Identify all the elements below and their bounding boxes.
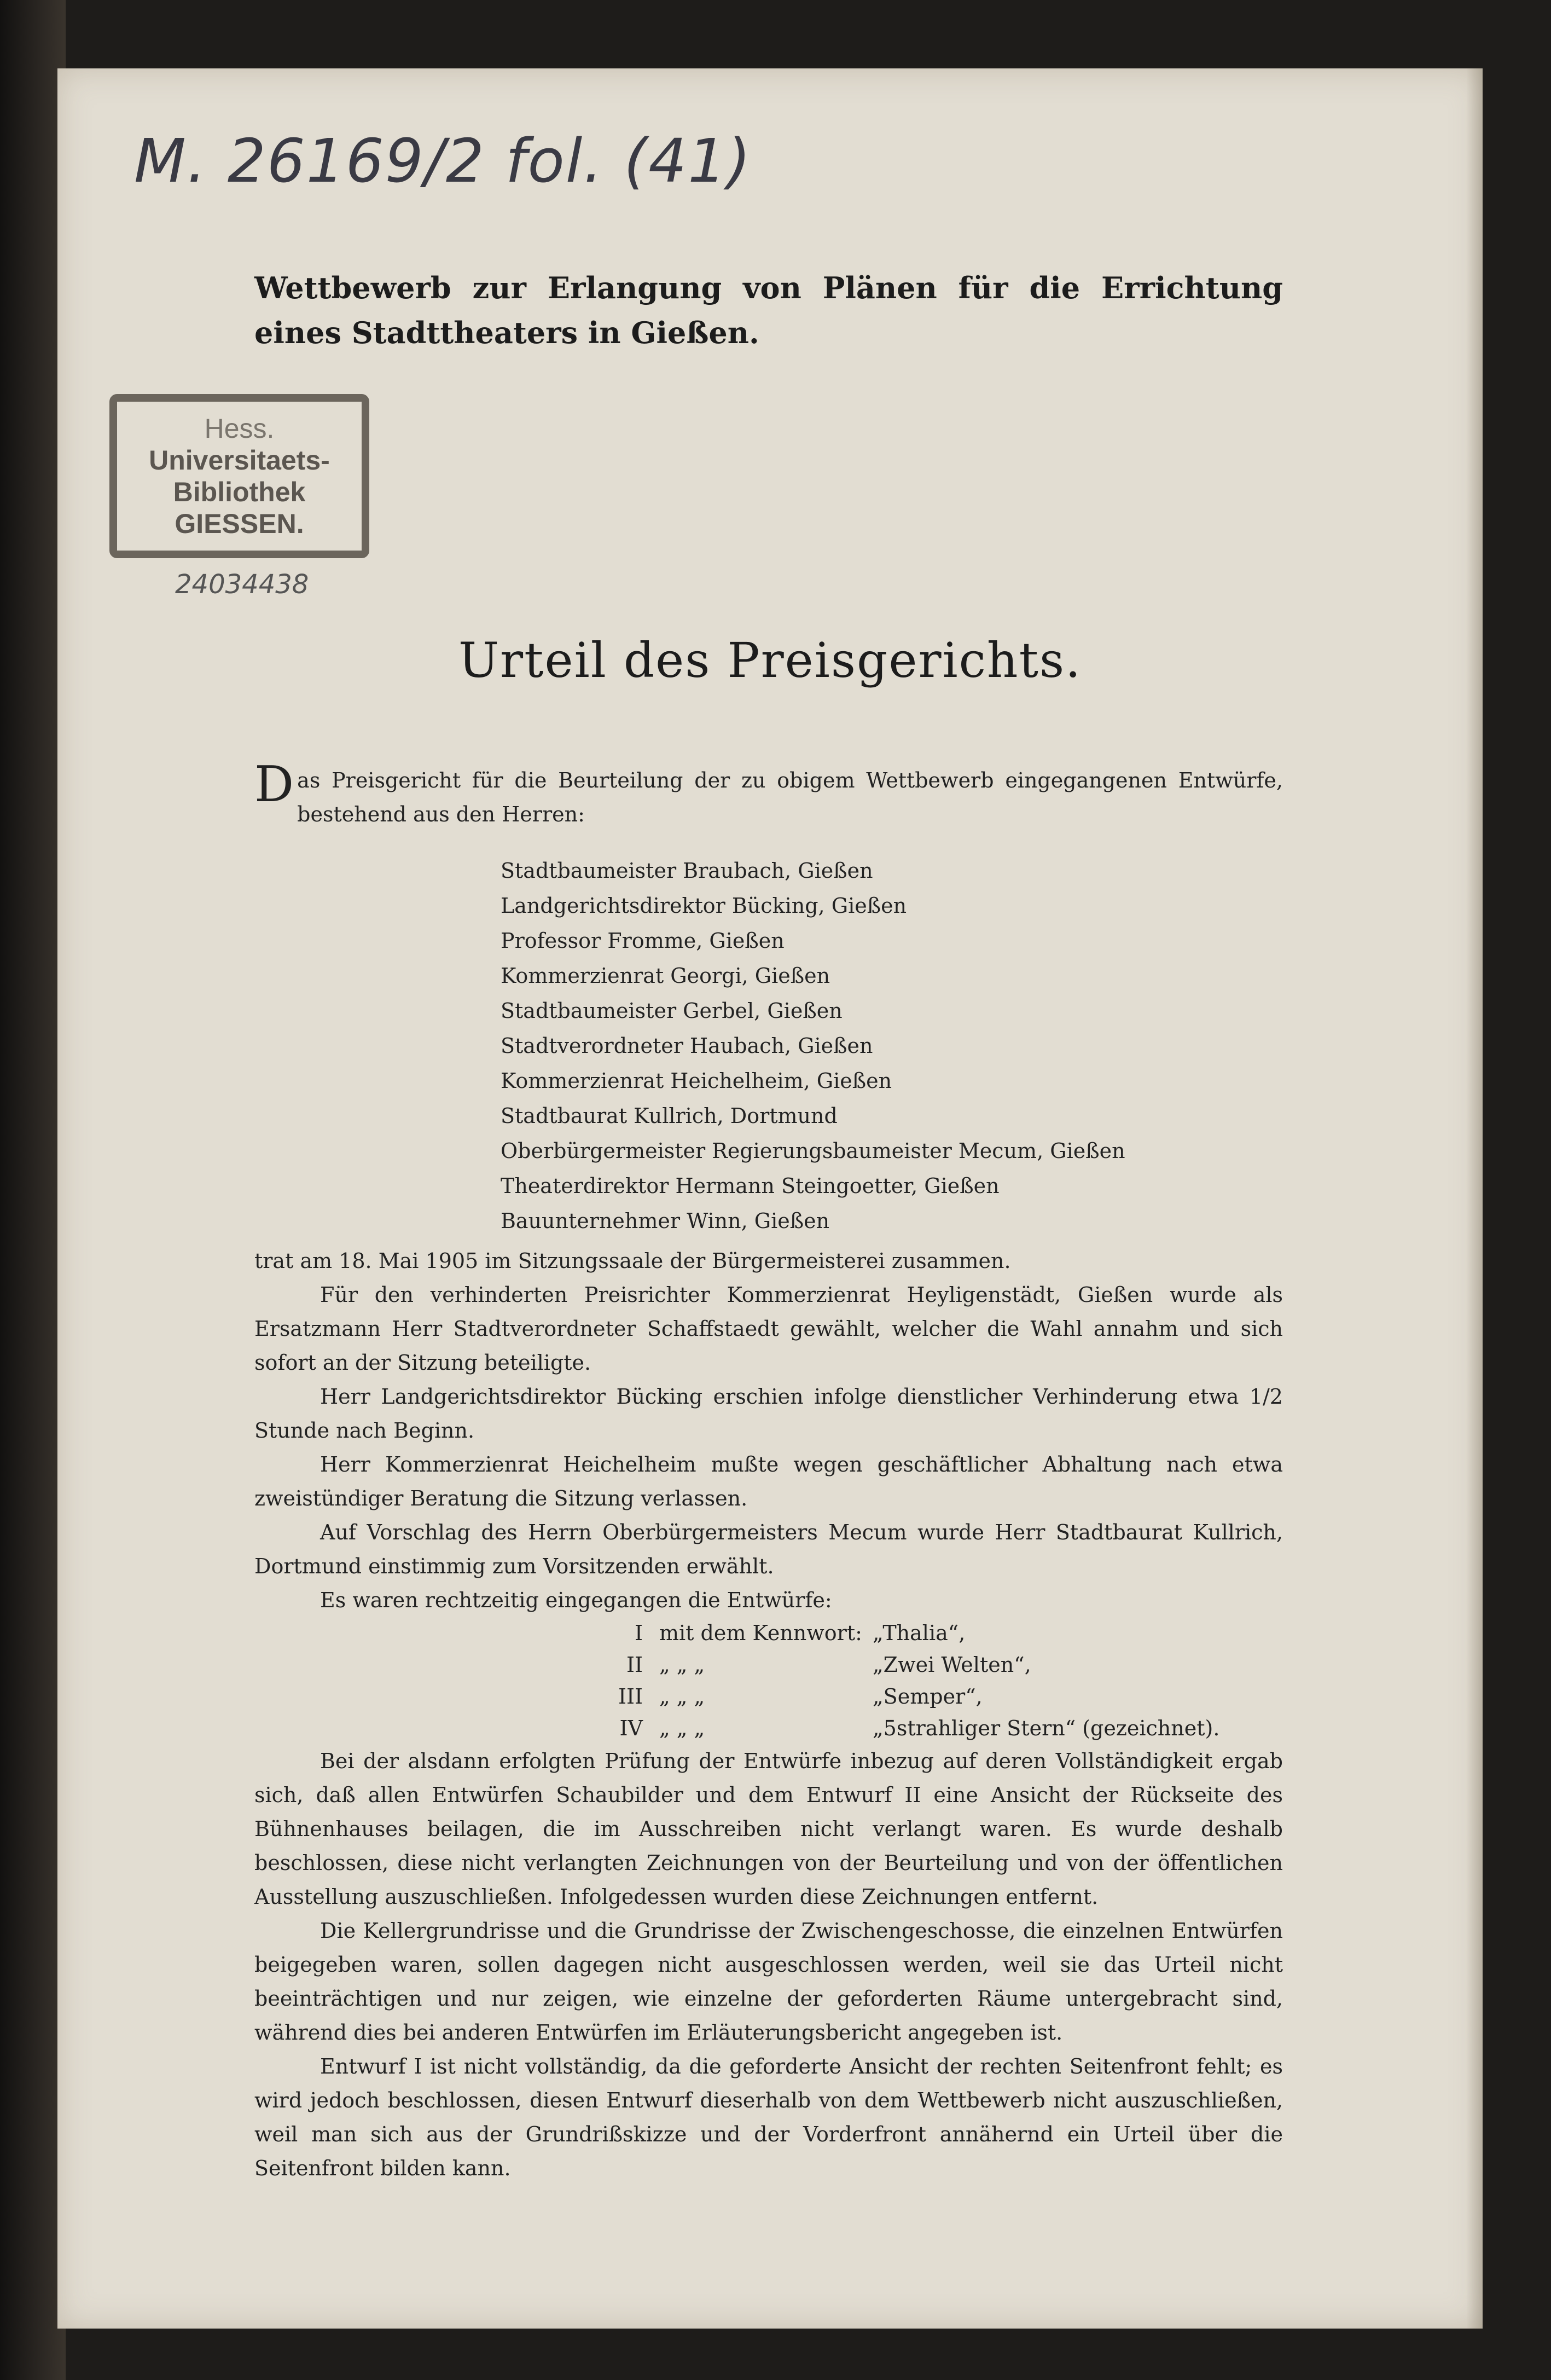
entry-number: IV <box>619 1716 643 1740</box>
entry-keyword-label: mit dem Kennwort: <box>659 1621 862 1645</box>
entry-keyword-label: „ „ „ <box>659 1684 705 1709</box>
entry-item <box>561 1617 1283 1649</box>
entry-name: „Semper“, <box>873 1684 983 1709</box>
jury-member: Bauunternehmer Winn, Gießen <box>501 1209 830 1233</box>
stamp-line-3: Bibliothek <box>173 477 306 507</box>
library-stamp <box>109 394 369 558</box>
paragraph: Herr Kommerzienrat Heichelheim mußte wegen geschäftlicher Abhaltung nach etwa zweistündiger Beratung die Sitzung verlassen. <box>254 1452 1283 1510</box>
jury-member: Stadtverordneter Haubach, Gießen <box>501 1034 873 1058</box>
accession-number: 24034438 <box>175 569 309 600</box>
intro-text: as Preisgericht für die Beurteilung der zu obigem Wettbewerb eingegangenen Entwürfe, bestehend aus den Herren: <box>297 768 1283 826</box>
paragraph: Die Kellergrundrisse und die Grundrisse der Zwischengeschosse, die einzelnen Entwürfen beigegeben waren, sollen dagegen nicht ausgeschlossen werden, weil sie das Urteil nicht beeinträchtigen und nur zeigen, wie einzelne der geforderten Räume untergebracht sind, während dies bei anderen Entwürfen im Erläuterungsbericht angegeben ist. <box>254 1919 1283 2045</box>
entry-keyword-label: „ „ „ <box>659 1716 705 1740</box>
entry-number: II <box>626 1653 643 1677</box>
entry-item <box>561 1649 1283 1681</box>
paragraph: Herr Landgerichtsdirektor Bücking erschien infolge dienstlicher Verhinderung etwa 1/2 Stunde nach Beginn. <box>254 1385 1283 1443</box>
jury-member: Theaterdirektor Hermann Steingoetter, Gießen <box>501 1174 1000 1198</box>
paragraph: Bei der alsdann erfolgten Prüfung der Entwürfe inbezug auf deren Vollständigkeit ergab sich, daß allen Entwürfen Schaubilder und dem Entwurf II eine Ansicht der Rückseite des Bühnenhauses beilagen, die im Ausschreiben nicht verlangt waren. Es wurde deshalb beschlossen, diese nicht verlangten Zeichnungen von der Beurteilung und von der öffentlichen Ausstellung auszuschließen. Infolgedessen wurden diese Zeichnungen entfernt. <box>254 1749 1283 1909</box>
paragraph: Für den verhinderten Preisrichter Kommerzienrat Heyligenstädt, Gießen wurde als Ersatzmann Herr Stadtverordneter Schaffstaedt gewählt, welcher die Wahl annahm und sich sofort an der Sitzung beteiligte. <box>254 1283 1283 1375</box>
stamp-line-2: Universitaets- <box>149 445 330 476</box>
page-title: Urteil des Preisgerichts. <box>458 632 1082 688</box>
jury-member: Stadtbaurat Kullrich, Dortmund <box>501 1104 838 1128</box>
jury-member: Kommerzienrat Heichelheim, Gießen <box>501 1069 892 1093</box>
entry-name: „5strahliger Stern“ (gezeichnet). <box>873 1716 1220 1740</box>
entry-number: III <box>618 1684 643 1709</box>
jury-member: Landgerichtsdirektor Bücking, Gießen <box>501 894 907 918</box>
scan-background-edge <box>0 0 66 2380</box>
entry-item <box>561 1681 1283 1712</box>
entry-item <box>561 1712 1283 1744</box>
document-body <box>254 756 1283 2185</box>
competition-title: Wettbewerb zur Erlangung von Plänen für die Errichtung eines Stadttheaters in Gießen. <box>254 270 1283 350</box>
jury-member: Stadtbaumeister Gerbel, Gießen <box>501 999 843 1023</box>
drop-cap: D <box>254 756 294 813</box>
entry-name: „Zwei Welten“, <box>873 1653 1031 1677</box>
paragraph: Auf Vorschlag des Herrn Oberbürgermeisters Mecum wurde Herr Stadtbaurat Kullrich, Dortmund einstimmig zum Vorsitzenden erwählt. <box>254 1520 1283 1578</box>
jury-member: Professor Fromme, Gießen <box>501 929 785 953</box>
jury-member: Oberbürgermeister Regierungsbaumeister Mecum, Gießen <box>501 1139 1125 1163</box>
stamp-line-1: Hess. <box>204 413 275 444</box>
entry-name: „Thalia“, <box>873 1621 966 1645</box>
paragraph: Entwurf I ist nicht vollständig, da die geforderte Ansicht der rechten Seitenfront fehlt; es wird jedoch beschlossen, diesen Entwurf dieserhalb von dem Wettbewerb nicht auszuschließen, weil man sich aus der Grundrißskizze und der Vorderfront annähernd ein Urteil über die Seitenfront bilden kann. <box>254 2054 1283 2180</box>
stamp-line-4: GIESSEN. <box>175 508 304 539</box>
jury-member: Stadtbaumeister Braubach, Gießen <box>501 859 873 883</box>
intro-paragraph <box>254 756 1283 831</box>
document-page <box>57 68 1483 2329</box>
paragraph: trat am 18. Mai 1905 im Sitzungssaale der Bürgermeisterei zusammen. <box>254 1249 1011 1273</box>
entry-number: I <box>634 1621 643 1645</box>
paragraph: Es waren rechtzeitig eingegangen die Entwürfe: <box>320 1588 832 1612</box>
entry-keyword-label: „ „ „ <box>659 1653 705 1677</box>
jury-member: Kommerzienrat Georgi, Gießen <box>501 964 830 988</box>
entries-list <box>561 1617 1283 1744</box>
handwritten-shelfmark: M. 26169/2 fol. (41) <box>134 126 752 196</box>
jury-list <box>501 853 1283 1238</box>
